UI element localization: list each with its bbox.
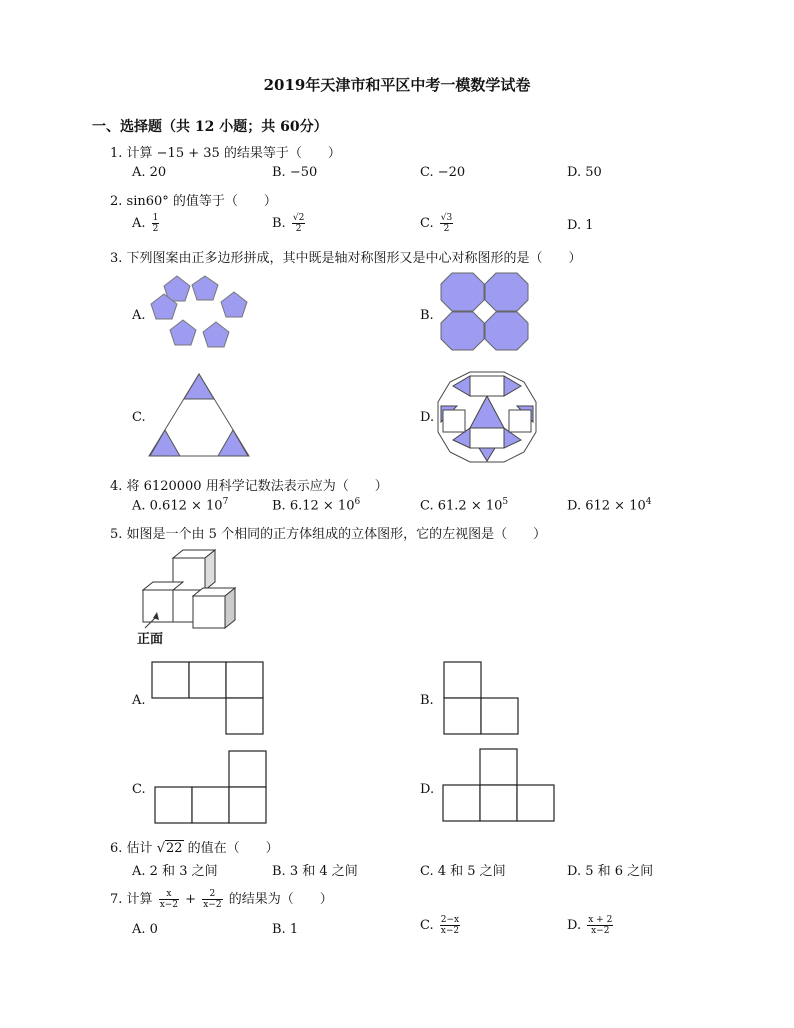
q6-stem	[110, 837, 279, 856]
q4-c-exponent: 5	[502, 497, 509, 507]
q5-view-a	[150, 660, 266, 738]
q6-sqrt: √22	[156, 841, 183, 856]
q6-option-b: B. 3 和 4 之间	[272, 864, 358, 879]
numerator: x + 2	[588, 915, 613, 925]
q2-stem: 2. sin60° 的值等于（ ）	[110, 194, 277, 209]
numerator: √2	[292, 213, 305, 223]
q1-option-a: A. 20	[132, 165, 167, 180]
pentagon	[221, 292, 247, 317]
q4-b-exponent: 6	[354, 497, 361, 507]
square	[229, 751, 266, 787]
square	[226, 698, 263, 734]
square	[192, 787, 229, 823]
q7-stem	[110, 888, 333, 910]
q5-view-d	[441, 747, 557, 825]
q2-option-a	[132, 213, 161, 234]
q2-option-d: D. 1	[567, 218, 594, 233]
square	[517, 785, 554, 821]
octagon	[441, 312, 484, 350]
denominator: 2	[295, 224, 302, 234]
q2-c-label: C.	[420, 216, 434, 231]
q5-option-a-label: A.	[132, 693, 146, 708]
q6-radicand: 22	[165, 841, 183, 856]
q7-c-label: C.	[420, 918, 434, 933]
q6-stem-pre: 6. 估计	[110, 841, 153, 856]
q2-option-c	[420, 213, 455, 234]
q1-stem: 1. 计算 −15 + 35 的结果等于（ ）	[110, 146, 341, 161]
square	[444, 698, 481, 734]
page-title: 2019年天津市和平区中考一模数学试卷	[263, 76, 531, 94]
q4-a-exponent: 7	[222, 497, 229, 507]
q2-option-b	[272, 213, 307, 234]
q5-option-c-label: C.	[132, 782, 146, 797]
front-label: 正面	[137, 632, 164, 647]
q3-stem: 3. 下列图案由正多边形拼成，其中既是轴对称图形又是中心对称图形的是（ ）	[110, 251, 582, 266]
square	[226, 662, 263, 698]
numerator: 1	[152, 213, 159, 223]
octagon	[485, 273, 528, 311]
q4-a-base: A. 0.612 × 10	[132, 498, 223, 514]
pentagon	[170, 320, 196, 345]
octagon	[441, 273, 484, 311]
denominator: x−2	[203, 900, 222, 910]
square	[155, 787, 192, 823]
q3-option-c-label: C.	[132, 410, 146, 425]
square	[480, 749, 517, 785]
cube-front-face	[193, 596, 225, 628]
numerator: √3	[440, 213, 453, 223]
pentagon	[203, 322, 229, 347]
square	[481, 698, 518, 734]
q7-fraction-1	[159, 889, 179, 910]
square	[470, 376, 504, 396]
q6-stem-post: 的值在（ ）	[187, 841, 279, 856]
q6-option-d: D. 5 和 6 之间	[567, 864, 654, 879]
q1-option-b: B. −50	[272, 165, 318, 180]
q3-figure-c	[147, 372, 251, 458]
numerator: x	[159, 889, 179, 900]
q5-stem: 5. 如图是一个由 5 个相同的正方体组成的立体图形，它的左视图是（ ）	[110, 527, 547, 542]
q5-option-b-label: B.	[420, 693, 434, 708]
q2-c-fraction	[440, 213, 453, 234]
q4-c-base: C. 61.2 × 10	[420, 498, 503, 514]
octagon	[485, 312, 528, 350]
q3-figure-b	[440, 272, 530, 352]
q5-view-b	[442, 660, 522, 738]
q4-option-a	[132, 497, 228, 513]
q2-b-fraction	[292, 213, 305, 234]
q7-plus: +	[185, 892, 197, 907]
q3-option-a-label: A.	[132, 308, 146, 323]
square	[443, 410, 465, 432]
q3-figure-d	[435, 370, 539, 464]
q7-stem-pre: 7. 计算	[110, 892, 153, 907]
numerator: 2	[202, 889, 222, 900]
q4-stem: 4. 将 6120000 用科学记数法表示应为（ ）	[110, 479, 388, 494]
q7-option-c	[420, 915, 462, 936]
square	[443, 785, 480, 821]
q7-d-fraction	[587, 915, 613, 936]
section-heading: 一、选择题（共 12 小题；共 60分）	[92, 119, 328, 135]
q1-option-c: C. −20	[420, 165, 466, 180]
q7-option-a: A. 0	[132, 922, 158, 937]
q7-option-d	[567, 915, 615, 936]
pentagon	[192, 276, 218, 300]
q4-option-d	[567, 497, 651, 513]
q6-option-c: C. 4 和 5 之间	[420, 864, 506, 879]
q3-option-b-label: B.	[420, 308, 434, 323]
q3-figure-a	[150, 272, 250, 358]
q2-b-label: B.	[272, 216, 286, 231]
q4-b-base: B. 6.12 × 10	[272, 498, 355, 514]
square	[229, 787, 266, 823]
q1-option-d: D. 50	[567, 165, 602, 180]
denominator: 2	[443, 224, 450, 234]
q7-c-fraction	[440, 915, 460, 936]
q5-view-c	[153, 749, 269, 827]
square	[444, 662, 481, 698]
numerator: 2−x	[440, 915, 460, 925]
denominator: x−2	[159, 900, 179, 910]
q7-fraction-2	[202, 889, 222, 910]
q4-d-exponent: 4	[645, 497, 652, 507]
q7-d-label: D.	[567, 918, 582, 933]
denominator: 2	[152, 224, 159, 234]
q2-a-label: A.	[132, 216, 146, 231]
triangle	[184, 374, 214, 399]
q4-d-base: D. 612 × 10	[567, 498, 646, 514]
q4-option-b	[272, 497, 360, 513]
q2-a-fraction	[152, 213, 160, 234]
q4-option-c	[420, 497, 508, 513]
denominator: x−2	[440, 926, 460, 936]
q3-option-d-label: D.	[420, 410, 435, 425]
q6-option-a: A. 2 和 3 之间	[132, 864, 218, 879]
square	[509, 410, 531, 432]
square	[480, 785, 517, 821]
denominator: x−2	[591, 926, 610, 936]
q7-stem-post: 的结果为（ ）	[228, 892, 333, 907]
square	[152, 662, 189, 698]
square	[189, 662, 226, 698]
square	[470, 428, 504, 448]
q5-option-d-label: D.	[420, 782, 435, 797]
q7-option-b: B. 1	[272, 922, 299, 937]
